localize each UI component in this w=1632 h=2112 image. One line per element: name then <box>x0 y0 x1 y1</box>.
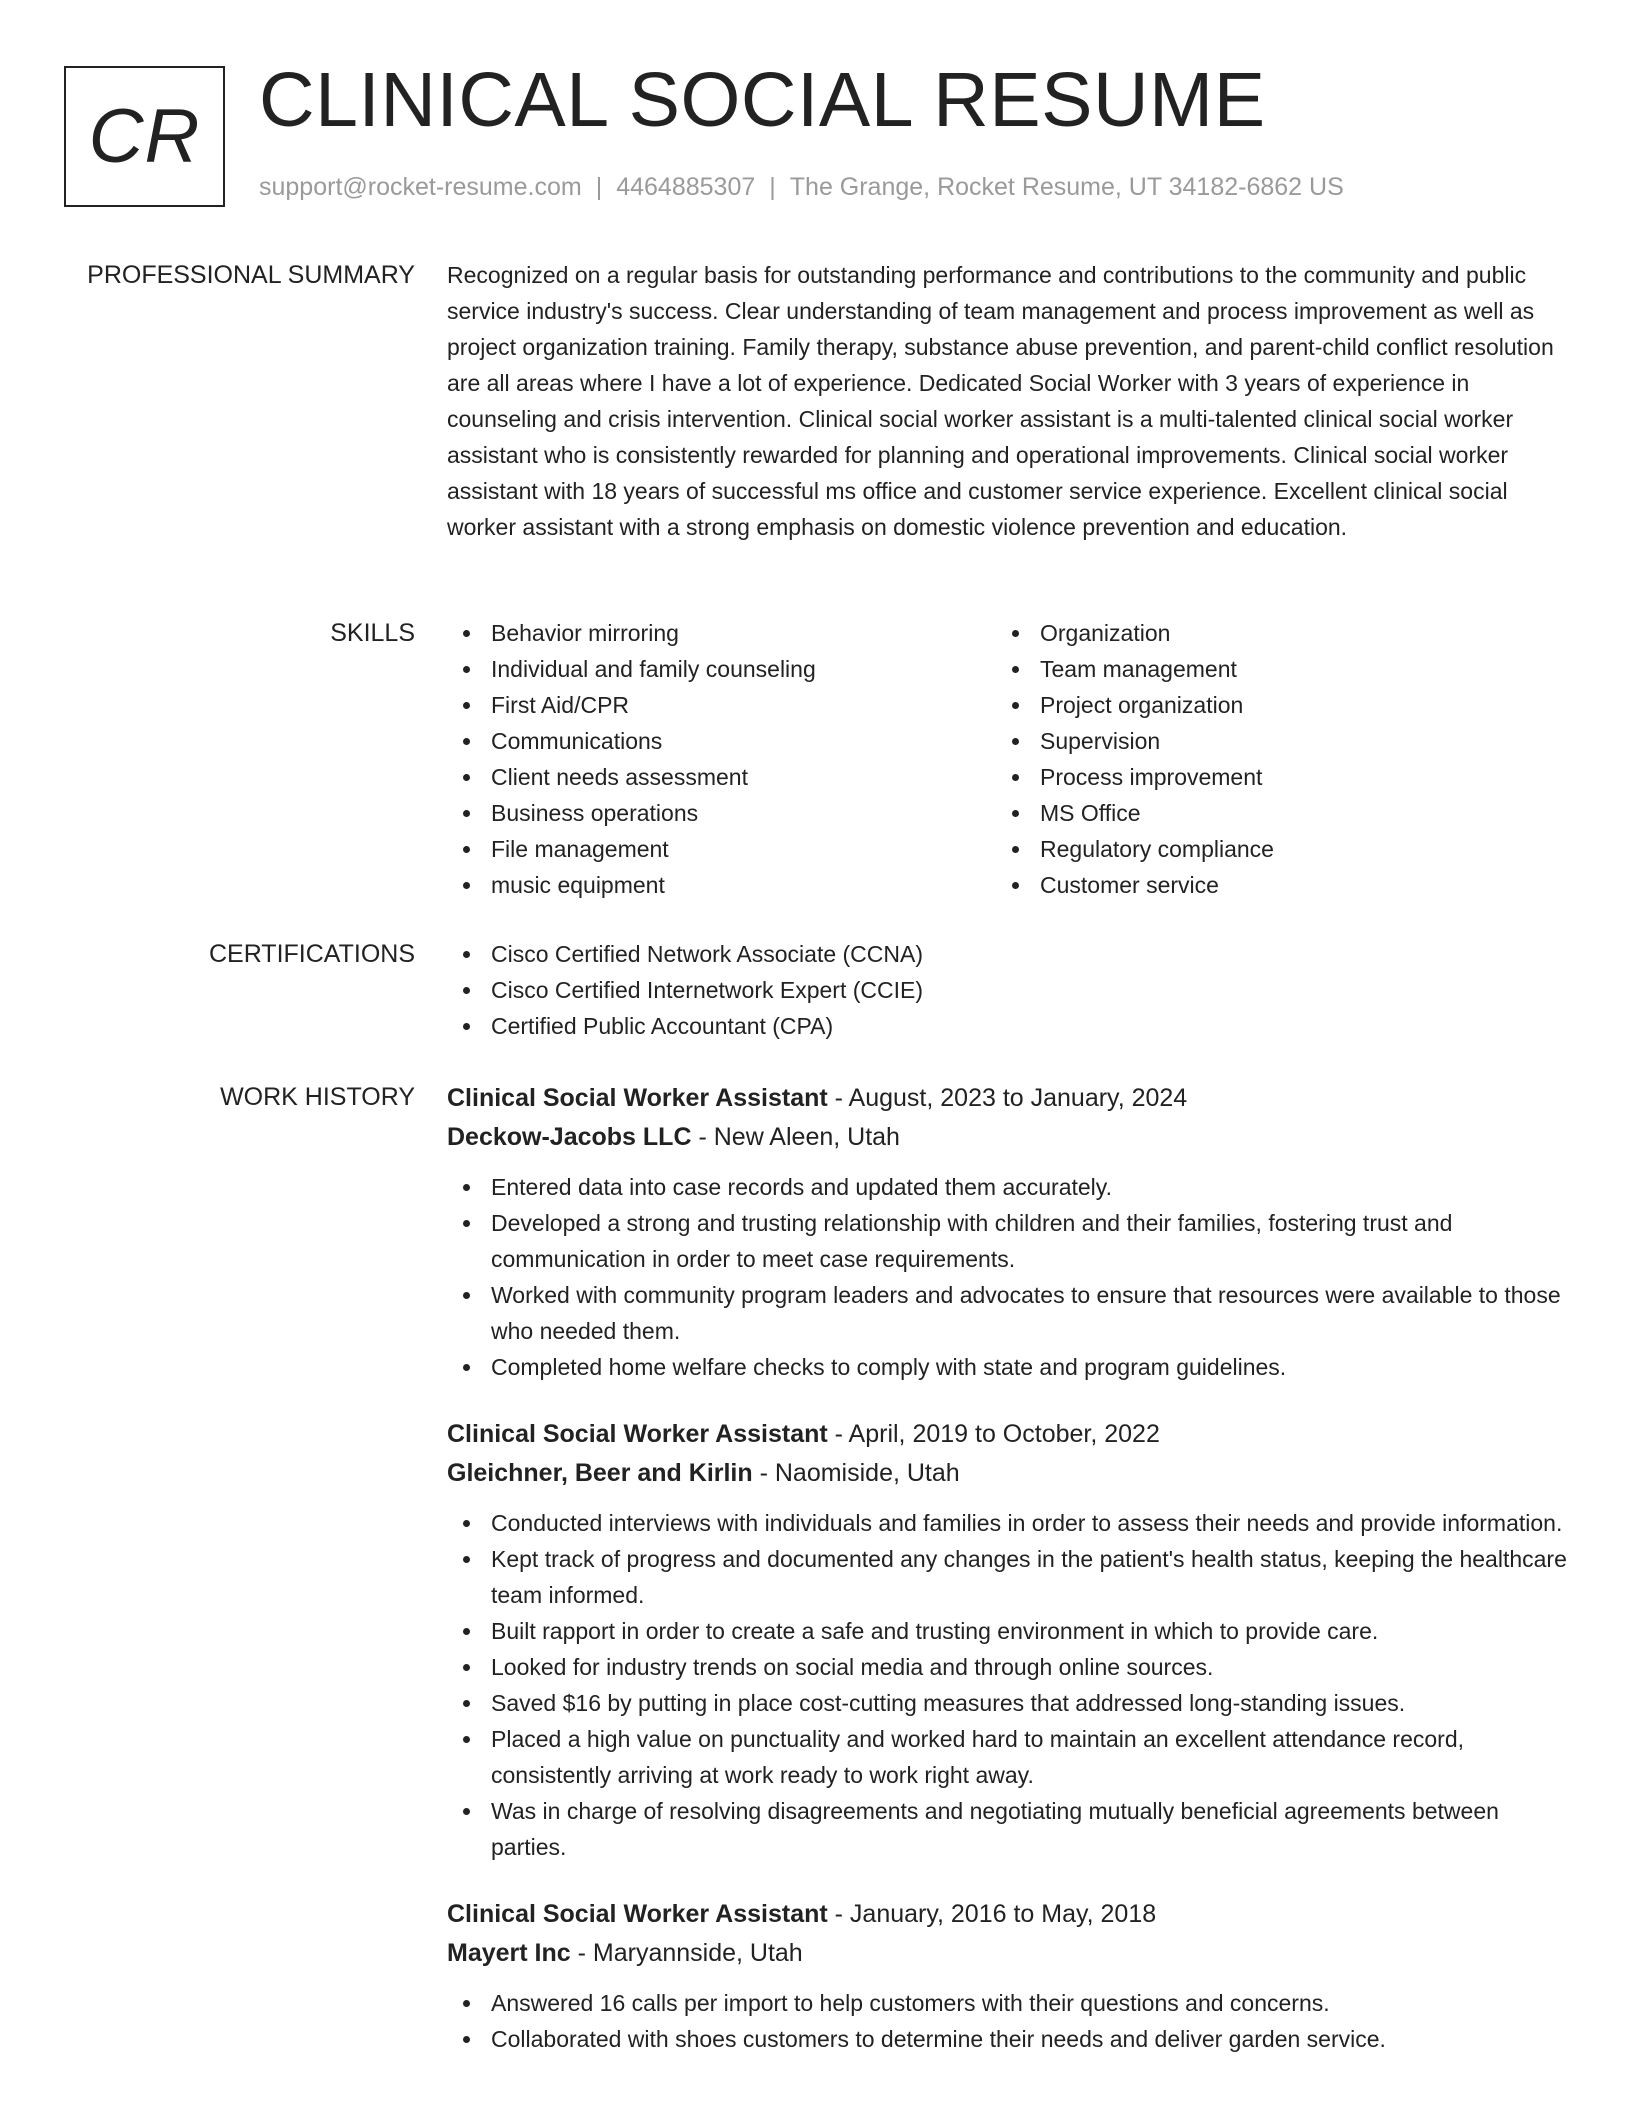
skill-item: File management <box>447 831 996 867</box>
job-entry <box>447 1079 1567 1385</box>
monogram-box <box>64 66 225 207</box>
job-title-line <box>447 1895 1567 1934</box>
job-title-line <box>447 1415 1567 1454</box>
job-bullets <box>447 1505 1567 1865</box>
skill-item: Individual and family counseling <box>447 651 996 687</box>
resume-title: CLINICAL SOCIAL RESUME <box>259 57 1266 143</box>
skill-item: Business operations <box>447 795 996 831</box>
job-company: Gleichner, Beer and Kirlin <box>447 1459 753 1487</box>
job-location: - Maryannside, Utah <box>570 1939 803 1967</box>
skill-item: Supervision <box>996 723 1545 759</box>
job-entry <box>447 1415 1567 1865</box>
skill-item: Client needs assessment <box>447 759 996 795</box>
job-company-line <box>447 1118 1567 1157</box>
job-location: - Naomiside, Utah <box>752 1459 960 1487</box>
summary-label: PROFESSIONAL SUMMARY <box>87 261 415 289</box>
job-title: Clinical Social Worker Assistant <box>447 1900 828 1928</box>
job-bullet: Kept track of progress and documented any changes in the patient's health status, keeping the healthcare team informed. <box>447 1541 1567 1613</box>
skill-item: MS Office <box>996 795 1545 831</box>
skill-item: Customer service <box>996 867 1545 903</box>
skills-label: SKILLS <box>330 619 415 647</box>
job-title-line <box>447 1079 1567 1118</box>
job-bullets <box>447 1985 1567 2057</box>
job-company: Deckow-Jacobs LLC <box>447 1123 692 1151</box>
job-location: - New Aleen, Utah <box>691 1123 900 1151</box>
skills-list-right <box>996 615 1545 903</box>
job-bullet: Entered data into case records and updated them accurately. <box>447 1169 1567 1205</box>
job-dates: - August, 2023 to January, 2024 <box>827 1084 1188 1112</box>
certifications-label: CERTIFICATIONS <box>208 940 415 968</box>
skill-item: Regulatory compliance <box>996 831 1545 867</box>
job-entry <box>447 1895 1567 2057</box>
job-title: Clinical Social Worker Assistant <box>447 1084 828 1112</box>
certifications-list <box>447 936 1567 1044</box>
certification-item: Certified Public Accountant (CPA) <box>447 1008 1567 1044</box>
certification-item: Cisco Certified Network Associate (CCNA) <box>447 936 1567 972</box>
job-title: Clinical Social Worker Assistant <box>447 1420 828 1448</box>
contact-phone: 4464885307 <box>616 173 756 201</box>
skill-item: Project organization <box>996 687 1545 723</box>
monogram-initials: CR <box>88 94 201 179</box>
contact-separator: | <box>769 173 776 201</box>
skills-list-left <box>447 615 996 903</box>
skill-item: Team management <box>996 651 1545 687</box>
contact-email: support@rocket-resume.com <box>259 173 582 201</box>
contact-line <box>259 173 1344 202</box>
skill-item: First Aid/CPR <box>447 687 996 723</box>
contact-separator: | <box>595 173 603 201</box>
job-bullet: Worked with community program leaders and advocates to ensure that resources were available to those who needed them. <box>447 1277 1567 1349</box>
skill-item: Behavior mirroring <box>447 615 996 651</box>
skill-item: Organization <box>996 615 1545 651</box>
job-bullet: Placed a high value on punctuality and worked hard to maintain an excellent attendance record, consistently arriving at work ready to work right away. <box>447 1721 1567 1793</box>
job-bullet: Was in charge of resolving disagreements and negotiating mutually beneficial agreements between parties. <box>447 1793 1567 1865</box>
job-dates: - April, 2019 to October, 2022 <box>827 1420 1160 1448</box>
job-company: Mayert Inc <box>447 1939 571 1967</box>
job-bullet: Collaborated with shoes customers to determine their needs and deliver garden service. <box>447 2021 1567 2057</box>
job-bullet: Completed home welfare checks to comply with state and program guidelines. <box>447 1349 1567 1385</box>
job-bullet: Looked for industry trends on social media and through online sources. <box>447 1649 1567 1685</box>
job-bullet: Saved $16 by putting in place cost-cutting measures that addressed long-standing issues. <box>447 1685 1567 1721</box>
job-bullet: Built rapport in order to create a safe and trusting environment in which to provide care. <box>447 1613 1567 1649</box>
work-history-label: WORK HISTORY <box>220 1083 415 1111</box>
skill-item: Process improvement <box>996 759 1545 795</box>
skill-item: Communications <box>447 723 996 759</box>
contact-address: The Grange, Rocket Resume, UT 34182-6862 US <box>789 173 1344 201</box>
job-company-line <box>447 1934 1567 1973</box>
job-bullet: Developed a strong and trusting relationship with children and their families, fostering trust and communication in order to meet case requirements. <box>447 1205 1567 1277</box>
job-bullet: Answered 16 calls per import to help customers with their questions and concerns. <box>447 1985 1567 2021</box>
certification-item: Cisco Certified Internetwork Expert (CCIE) <box>447 972 1567 1008</box>
skill-item: music equipment <box>447 867 996 903</box>
job-bullets <box>447 1169 1567 1385</box>
job-dates: - January, 2016 to May, 2018 <box>827 1900 1157 1928</box>
job-bullet: Conducted interviews with individuals and families in order to assess their needs and provide information. <box>447 1505 1567 1541</box>
summary-text: Recognized on a regular basis for outstanding performance and contributions to the community and public service industry's success. Clear understanding of team management and process improvement as well as project organization training. Family therapy, substance abuse prevention, and parent-child conflict resolution are all areas where I have a lot of experience. Dedicated Social Worker with 3 years of experience in counseling and crisis intervention. Clinical social worker assistant is a multi-talented clinical social worker assistant who is consistently rewarded for planning and operational improvements. Clinical social worker assistant with 18 years of successful ms office and customer service experience. Excellent clinical social worker assistant with a strong emphasis on domestic violence prevention and education. <box>447 262 1554 540</box>
job-company-line <box>447 1454 1567 1493</box>
